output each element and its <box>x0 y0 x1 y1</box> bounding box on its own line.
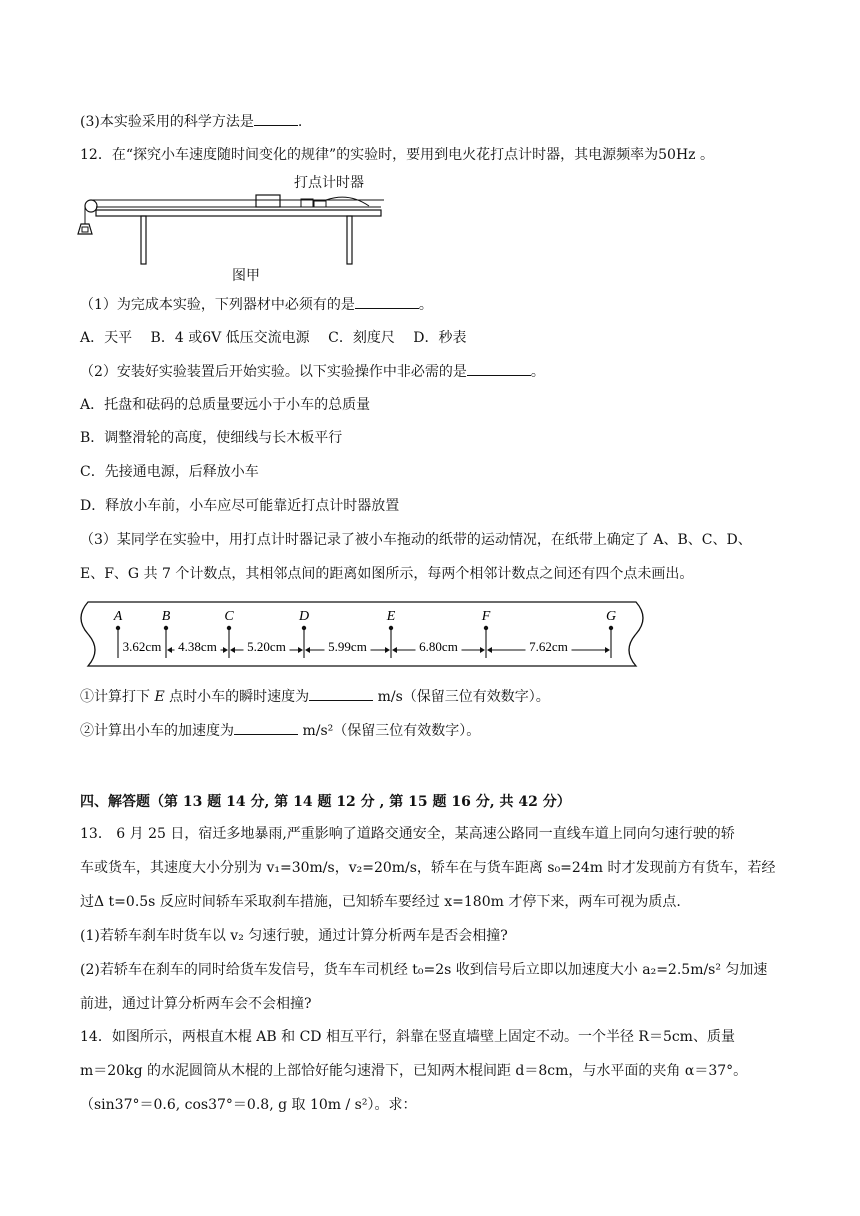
q12-part3-line2: E、F、G 共 7 个计数点，其相邻点间的距离如图所示，每两个相邻计数点之间还有四个点未画出。 <box>80 566 694 582</box>
arrow-head-right <box>480 647 485 653</box>
arrow-head-left <box>167 647 172 653</box>
paper-tape-figure <box>76 598 648 670</box>
figure-jia <box>74 168 394 286</box>
q12-option-d: D．释放小车前，小车应尽可能靠近打点计时器放置 <box>80 498 400 514</box>
q14-line3: （sin37°＝0.6, cos37°＝0.8, g 取 10m / s²）。求： <box>80 1097 417 1113</box>
q12-stem: 12．在“探究小车速度随时间变化的规律”的实验时，要用到电火花打点计时器，其电源频率为50Hz 。 <box>80 147 714 163</box>
tape-point-label: A <box>113 609 123 624</box>
arrow-head-right <box>605 647 610 653</box>
tape-distance-label: 5.99cm <box>328 639 367 654</box>
tape-point-label: B <box>161 609 171 624</box>
answer-blank[interactable] <box>467 361 531 376</box>
section-4-title: 四、解答题（第 13 题 14 分, 第 14 题 12 分 , 第 15 题 16 分, 共 42 分） <box>80 794 571 810</box>
q12-option-a: A．托盘和砝码的总质量要远小于小车的总质量 <box>80 397 371 413</box>
q12-option-b: B．调整滑轮的高度，使细线与长木板平行 <box>80 430 343 446</box>
tape-point-label: F <box>481 609 491 624</box>
tape-distance-label: 6.80cm <box>419 639 458 654</box>
tape-distance-label: 3.62cm <box>122 639 162 654</box>
answer-blank[interactable] <box>234 720 298 735</box>
arrow-head-right <box>223 647 228 653</box>
arrow-head-left <box>305 647 310 653</box>
figure-caption: 图甲 <box>232 268 260 284</box>
tape-point-label: G <box>605 609 617 624</box>
answer-blank[interactable] <box>254 111 298 126</box>
tape-point-label: C <box>224 609 234 624</box>
q12-part1-options: A．天平 B．4 或6V 低压交流电源 C．刻度尺 D．秒表 <box>80 330 467 346</box>
arrow-head-left <box>487 647 492 653</box>
tape-distance-label: 7.62cm <box>529 639 568 654</box>
tape-distance-label: 5.20cm <box>247 639 286 654</box>
timer-label: 打点计时器 <box>294 175 364 191</box>
answer-blank[interactable] <box>309 686 373 701</box>
q13-line3: 过Δ t=0.5s 反应时间轿车采取刹车措施，已知轿车要经过 x=180m 才停下来，两车可视为质点. <box>80 894 681 910</box>
q13-line1: 13． 6 月 25 日，宿迁多地暴雨,严重影响了道路交通安全，某高速公路同一直线车道上同向匀速行驶的轿 <box>80 826 735 842</box>
q11-part3: (3)本实验采用的科学方法是 . <box>80 111 302 132</box>
answer-blank[interactable] <box>355 294 419 309</box>
q14-line2: m＝20kg 的水泥圆筒从木棍的上部恰好能匀速滑下，已知两木棍间距 d＝8cm，与水平面的夹角 α＝37°。 <box>80 1063 748 1079</box>
tape-point-label: E <box>386 609 396 624</box>
q12-part2: （2）安装好实验装置后开始实验。以下实验操作中非必需的是 。 <box>80 361 545 382</box>
tape-distance-label: 4.38cm <box>178 639 217 654</box>
q12-sub1: ①计算打下 E 点时小车的瞬时速度为 m/s（保留三位有效数字）。 <box>80 686 550 707</box>
q13-part1: (1)若轿车刹车时货车以 v₂ 匀速行驶，通过计算分析两车是否会相撞? <box>80 928 508 944</box>
q12-part1: （1）为完成本实验，下列器材中必须有的是 。 <box>80 294 433 315</box>
tape-point-label: D <box>298 609 310 624</box>
paper-tape <box>76 598 648 670</box>
arrow-head-left <box>392 647 397 653</box>
q12-option-c: C．先接通电源，后释放小车 <box>80 464 259 480</box>
arrow-head-left <box>230 647 235 653</box>
q13-part2-line1: (2)若轿车在刹车的同时给货车发信号，货车车司机经 t₀=2s 收到信号后立即以加速度大小 a₂=2.5m/s² 匀加速 <box>80 962 768 978</box>
q13-part2-line2: 前进，通过计算分析两车会不会相撞? <box>80 996 312 1012</box>
q12-part3-line1: （3）某同学在实验中，用打点计时器记录了被小车拖动的纸带的运动情况，在纸带上确定了 A、B、C、D、 <box>80 532 752 548</box>
q12-sub2: ②计算出小车的加速度为 m/s²（保留三位有效数字）。 <box>80 720 480 741</box>
q14-line1: 14．如图所示，两根直木棍 AB 和 CD 相互平行，斜靠在竖直墙壁上固定不动。一个半径 R＝5cm、质量 <box>80 1029 735 1045</box>
arrow-head-right <box>298 647 303 653</box>
q13-line2: 车或货车，其速度大小分别为 v₁=30m/s，v₂=20m/s，轿车在与货车距离 s₀=24m 时才发现前方有货车，若经 <box>80 860 776 876</box>
arrow-head-right <box>385 647 390 653</box>
